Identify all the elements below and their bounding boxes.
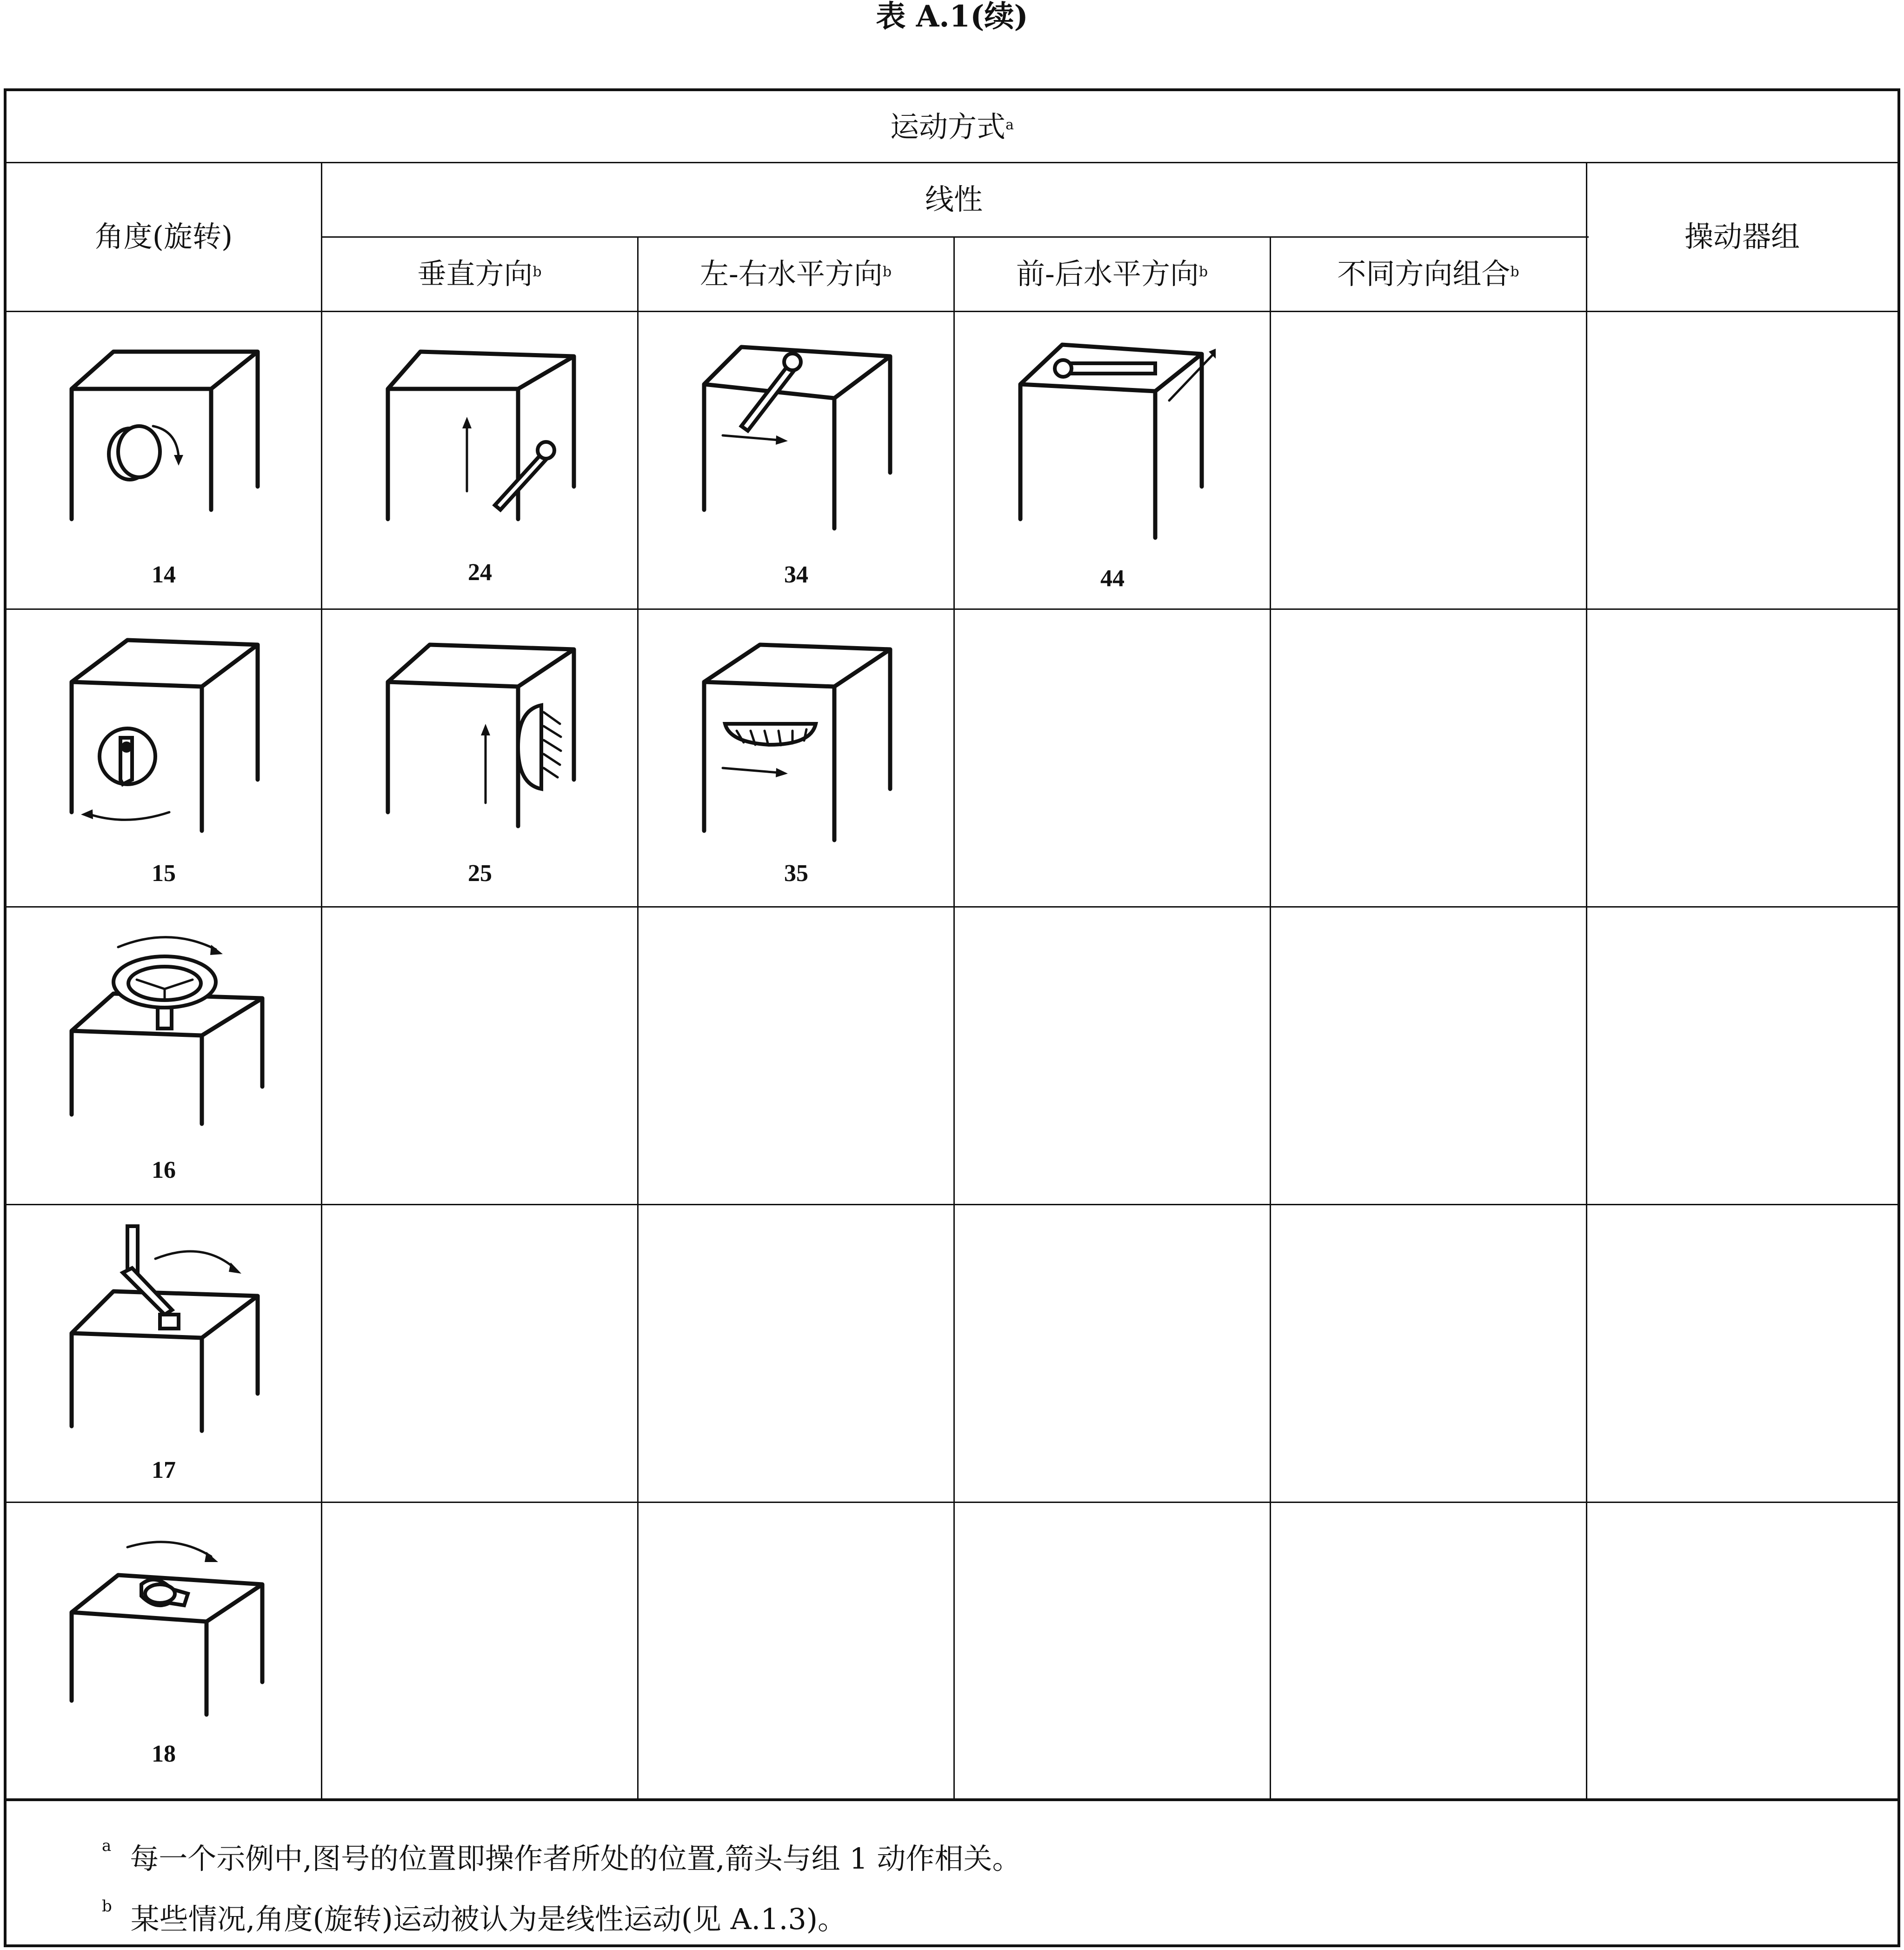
rule [1270,236,1271,1799]
actuator-table [4,88,1900,1947]
rule [1586,162,1587,1799]
header-front-back: 前-后水平方向$^b$ [1016,257,1208,291]
rule [7,1502,1897,1503]
header-linear: 线性 [925,182,983,216]
rule [7,162,1897,163]
rule [7,311,1897,312]
header-actuator-group: 操动器组 [1684,220,1800,254]
table-title: 表 A.1(续) [876,0,1028,34]
header-angular: 角度(旋转) [94,220,233,254]
figure-number: 17 [152,1457,176,1483]
figure-number: 18 [152,1741,176,1767]
crank-handle-figure [62,1222,267,1436]
rule [321,162,322,1799]
header-combined: 不同方向组合$^b$ [1337,257,1519,291]
figure-number: 35 [784,860,808,887]
vertical-thumbwheel-figure [379,631,583,835]
rule [7,1204,1897,1205]
rotary-switch-figure [62,631,267,835]
figure-number: 24 [468,559,492,586]
rule [7,608,1897,610]
rule [7,906,1897,908]
figure-number: 15 [152,860,176,887]
rule [7,1798,1897,1801]
wing-knob-figure [62,1524,267,1729]
rule [637,236,639,1799]
footnote-b: $^b$ 某些情况,角度(旋转)运动被认为是线性运动(见 A.1.3)。 [102,1897,847,1936]
figure-number: 34 [784,561,808,588]
header-vertical: 垂直方向$^b$ [417,257,542,291]
rotary-knob-figure [62,333,267,538]
figure-number: 25 [468,860,492,887]
header-motion: 运动方式$^a$ [890,110,1014,144]
figure-number: 44 [1100,565,1125,592]
header-left-right: 左-右水平方向$^b$ [699,257,892,291]
rule [322,236,1589,238]
figure-number: 16 [152,1157,176,1183]
horizontal-thumbwheel-figure [695,631,899,845]
left-right-lever-figure [695,333,899,538]
vertical-lever-figure [379,333,583,538]
handwheel-figure [62,928,267,1133]
front-back-lever-figure [1011,333,1216,547]
figure-number: 14 [152,561,176,588]
rule [953,236,955,1799]
footnote-a: $^a$ 每一个示例中,图号的位置即操作者所处的位置,箭头与组 1 动作相关。 [102,1836,1021,1876]
